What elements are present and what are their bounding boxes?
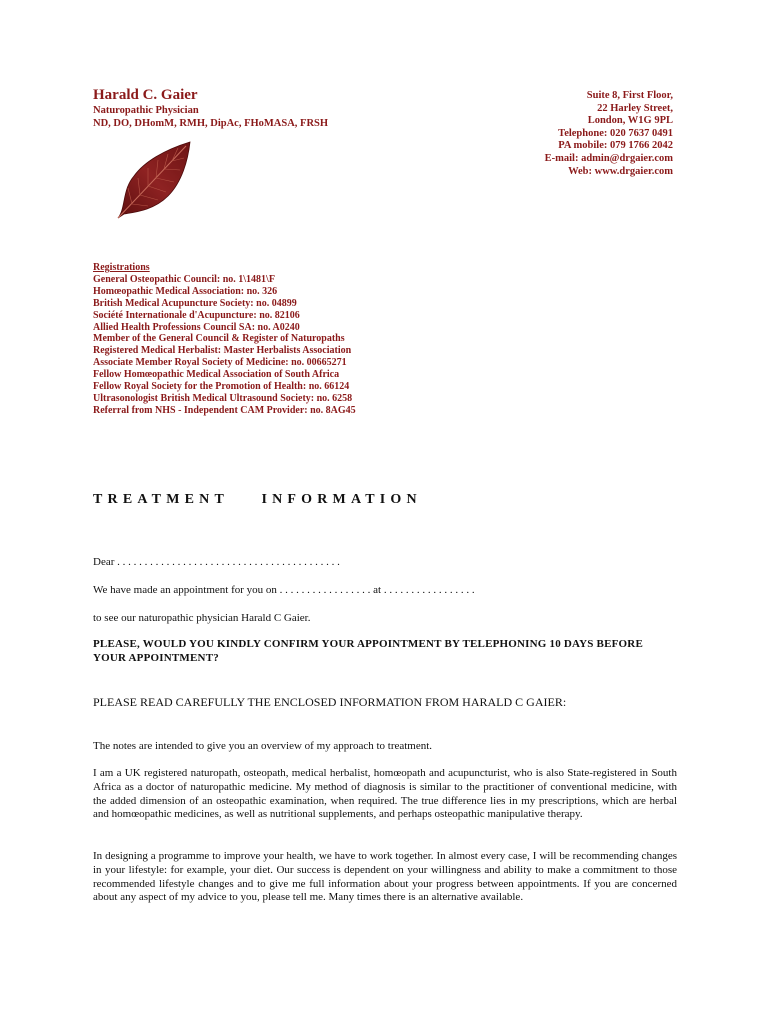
please-read-heading: PLEASE READ CAREFULLY THE ENCLOSED INFORMATION FROM HARALD C GAIER: xyxy=(93,695,567,709)
address-line: 22 Harley Street, xyxy=(597,102,673,114)
registration-item: Associate Member Royal Society of Medicine: no. 00665271 xyxy=(93,357,347,369)
registration-item: Registered Medical Herbalist: Master Herbalists Association xyxy=(93,345,352,357)
practitioner-qualifications: ND, DO, DHomM, RMH, DipAc, FHoMASA, FRSH xyxy=(93,118,329,129)
paragraph-qualifications: I am a UK registered naturopath, osteopath, medical herbalist, homœopath and acupuncturist, who is also State-registered in South Africa as a doctor of naturopathic medicine. My method of diagnosis is similar to the practitioner of conventional medicine, with the added dimension of an osteopathic examination, when required. The true difference lies in my prescriptions, which are herbal and homœopathic medicines, as well as nutritional supplements, and perhaps osteopathic manipulative therapy. xyxy=(93,767,677,821)
registration-item: Fellow Homœopathic Medical Association of South Africa xyxy=(93,369,340,381)
paragraph-programme: In designing a programme to improve your health, we have to work together. In almost every case, I will be recommending changes in your lifestyle: for example, your diet. Our success is dependent on your willingness and ability to make a commitment to those recommended lifestyle changes and to give me full information about your progress between appointments. If you are concerned about any aspect of my advice to you, please tell me. Many times there is an alternative available. xyxy=(93,850,677,904)
registration-item: Fellow Royal Society for the Promotion of Health: no. 66124 xyxy=(93,381,350,393)
registration-item: Allied Health Professions Council SA: no. A0240 xyxy=(93,321,300,333)
mobile-line: PA mobile: 079 1766 2042 xyxy=(558,140,673,152)
registration-item: General Osteopathic Council: no. 1\1481\F xyxy=(93,273,275,285)
appointment-line: We have made an appointment for you on . . . . . . . . . . . . . . . . . at . . . . . . . . . . . . . . . . . xyxy=(93,584,475,596)
registration-item: British Medical Acupuncture Society: no. 04899 xyxy=(93,297,297,309)
salutation-line: Dear . . . . . . . . . . . . . . . . . . . . . . . . . . . . . . . . . . . . . . . . . xyxy=(93,556,340,568)
registration-item: Ultrasonologist British Medical Ultrasound Society: no. 6258 xyxy=(93,392,353,404)
practitioner-name: Harald C. Gaier xyxy=(93,87,198,103)
web-line: Web: www.drgaier.com xyxy=(568,165,673,177)
registrations-list xyxy=(93,262,356,417)
see-physician-line: to see our naturopathic physician Harald C Gaier. xyxy=(93,612,311,624)
treatment-information-heading: TREATMENT INFORMATION xyxy=(93,492,422,507)
address-line: Suite 8, First Floor, xyxy=(586,90,673,101)
practitioner-title: Naturopathic Physician xyxy=(93,105,199,116)
registration-item: Referral from NHS - Independent CAM Provider: no. 8AG45 xyxy=(93,404,356,416)
notes-intro: The notes are intended to give you an overview of my approach to treatment. xyxy=(93,740,433,752)
telephone-line: Telephone: 020 7637 0491 xyxy=(558,127,673,139)
confirm-appointment-notice: PLEASE, WOULD YOU KINDLY CONFIRM YOUR APPOINTMENT BY TELEPHONING 10 DAYS BEFORE YOUR APPOINTMENT? xyxy=(93,638,643,664)
registration-item: Société Internationale d'Acupuncture: no. 82106 xyxy=(93,309,300,321)
registrations-heading: Registrations xyxy=(93,262,150,273)
leaf-icon xyxy=(112,138,196,222)
practitioner-subtitle xyxy=(93,104,328,130)
registration-item: Member of the General Council & Register of Naturopaths xyxy=(93,333,345,345)
email-line: E-mail: admin@drgaier.com xyxy=(544,152,673,164)
registration-item: Homœopathic Medical Association: no. 326 xyxy=(93,285,278,297)
contact-address xyxy=(545,90,673,178)
address-line: London, W1G 9PL xyxy=(587,115,673,127)
